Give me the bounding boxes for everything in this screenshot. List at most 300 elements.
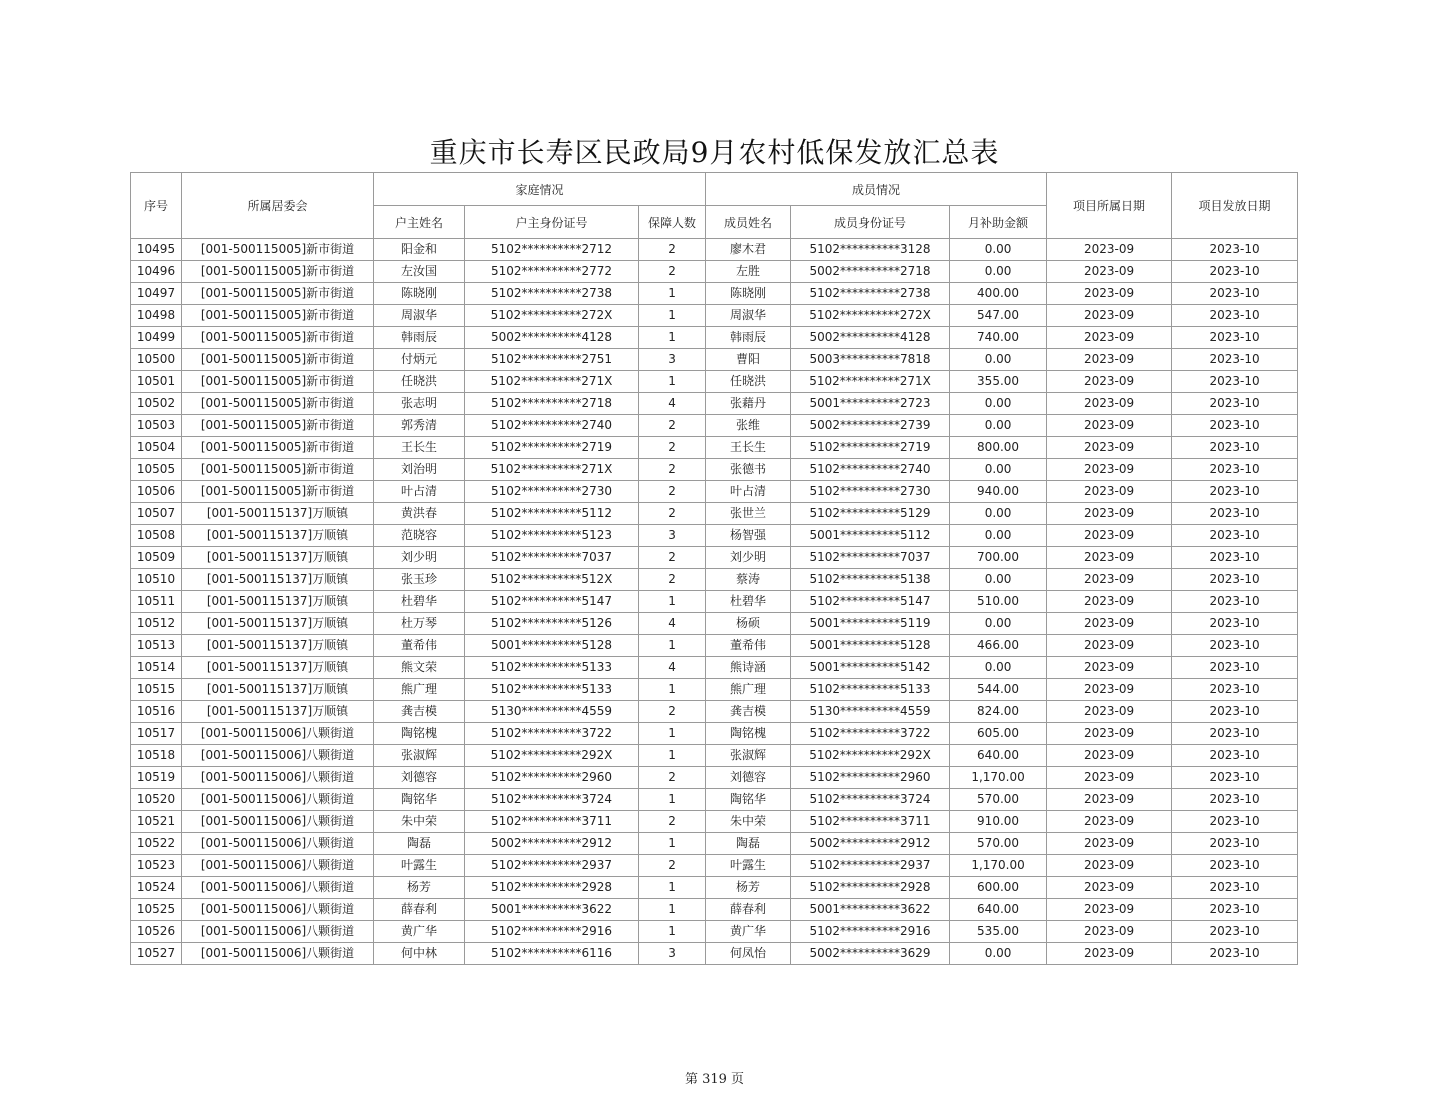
head-id-cell: 5102**********5126: [465, 613, 639, 635]
head-id-cell: 5102**********2928: [465, 877, 639, 899]
head-name-cell: 陶磊: [374, 833, 465, 855]
seq-cell: 10495: [131, 239, 182, 261]
project-date-cell: 2023-09: [1047, 745, 1172, 767]
project-date-cell: 2023-09: [1047, 481, 1172, 503]
guaranteed-count-cell: 1: [639, 921, 706, 943]
table-row: [131, 833, 1298, 855]
project-date-cell: 2023-09: [1047, 349, 1172, 371]
table-row: [131, 855, 1298, 877]
monthly-amount-cell: 940.00: [950, 481, 1047, 503]
head-name-cell: 叶露生: [374, 855, 465, 877]
seq-cell: 10526: [131, 921, 182, 943]
issue-date-cell: 2023-10: [1172, 877, 1298, 899]
member-id-cell: 5102**********2960: [791, 767, 950, 789]
seq-cell: 10504: [131, 437, 182, 459]
issue-date-cell: 2023-10: [1172, 503, 1298, 525]
head-name-cell: 朱中荣: [374, 811, 465, 833]
issue-date-cell: 2023-10: [1172, 525, 1298, 547]
member-name-cell: 左胜: [706, 261, 791, 283]
table-header: [131, 173, 1298, 239]
member-name-cell: 陶磊: [706, 833, 791, 855]
table-row: [131, 525, 1298, 547]
guaranteed-count-cell: 1: [639, 283, 706, 305]
guaranteed-count-cell: 1: [639, 789, 706, 811]
head-id-cell: 5102**********2738: [465, 283, 639, 305]
seq-cell: 10508: [131, 525, 182, 547]
member-id-cell: 5001**********5119: [791, 613, 950, 635]
head-id-cell: 5102**********2960: [465, 767, 639, 789]
table-row: [131, 459, 1298, 481]
committee-cell: [001-500115005]新市街道: [182, 415, 374, 437]
table-row: [131, 569, 1298, 591]
committee-cell: [001-500115006]八颗街道: [182, 921, 374, 943]
project-date-cell: 2023-09: [1047, 591, 1172, 613]
header-member-name: 成员姓名: [706, 206, 791, 239]
seq-cell: 10511: [131, 591, 182, 613]
member-id-cell: 5002**********2718: [791, 261, 950, 283]
project-date-cell: 2023-09: [1047, 811, 1172, 833]
member-name-cell: 周淑华: [706, 305, 791, 327]
seq-cell: 10517: [131, 723, 182, 745]
guaranteed-count-cell: 1: [639, 327, 706, 349]
member-name-cell: 张世兰: [706, 503, 791, 525]
guaranteed-count-cell: 2: [639, 459, 706, 481]
monthly-amount-cell: 544.00: [950, 679, 1047, 701]
table-row: [131, 393, 1298, 415]
monthly-amount-cell: 355.00: [950, 371, 1047, 393]
project-date-cell: 2023-09: [1047, 635, 1172, 657]
head-name-cell: 张玉珍: [374, 569, 465, 591]
guaranteed-count-cell: 2: [639, 811, 706, 833]
header-head-name: 户主姓名: [374, 206, 465, 239]
head-name-cell: 郭秀清: [374, 415, 465, 437]
seq-cell: 10502: [131, 393, 182, 415]
project-date-cell: 2023-09: [1047, 283, 1172, 305]
monthly-amount-cell: 547.00: [950, 305, 1047, 327]
member-id-cell: 5102**********2916: [791, 921, 950, 943]
head-id-cell: 5102**********2712: [465, 239, 639, 261]
issue-date-cell: 2023-10: [1172, 789, 1298, 811]
issue-date-cell: 2023-10: [1172, 393, 1298, 415]
committee-cell: [001-500115005]新市街道: [182, 283, 374, 305]
head-name-cell: 董希伟: [374, 635, 465, 657]
guaranteed-count-cell: 2: [639, 701, 706, 723]
header-head-id: 户主身份证号: [465, 206, 639, 239]
issue-date-cell: 2023-10: [1172, 371, 1298, 393]
table-row: [131, 679, 1298, 701]
head-name-cell: 黄洪春: [374, 503, 465, 525]
table-row: [131, 371, 1298, 393]
head-name-cell: 左汝国: [374, 261, 465, 283]
head-name-cell: 刘治明: [374, 459, 465, 481]
project-date-cell: 2023-09: [1047, 789, 1172, 811]
issue-date-cell: 2023-10: [1172, 635, 1298, 657]
head-name-cell: 阳金和: [374, 239, 465, 261]
member-id-cell: 5002**********2739: [791, 415, 950, 437]
monthly-amount-cell: 0.00: [950, 349, 1047, 371]
monthly-amount-cell: 466.00: [950, 635, 1047, 657]
committee-cell: [001-500115005]新市街道: [182, 261, 374, 283]
member-name-cell: 张维: [706, 415, 791, 437]
member-name-cell: 何凤怡: [706, 943, 791, 965]
head-id-cell: 5001**********5128: [465, 635, 639, 657]
issue-date-cell: 2023-10: [1172, 591, 1298, 613]
project-date-cell: 2023-09: [1047, 657, 1172, 679]
table-row: [131, 283, 1298, 305]
head-id-cell: 5102**********6116: [465, 943, 639, 965]
issue-date-cell: 2023-10: [1172, 613, 1298, 635]
table-row: [131, 591, 1298, 613]
member-name-cell: 朱中荣: [706, 811, 791, 833]
table-row: [131, 789, 1298, 811]
table-row: [131, 657, 1298, 679]
member-name-cell: 曹阳: [706, 349, 791, 371]
seq-cell: 10519: [131, 767, 182, 789]
project-date-cell: 2023-09: [1047, 877, 1172, 899]
committee-cell: [001-500115005]新市街道: [182, 459, 374, 481]
head-name-cell: 付炳元: [374, 349, 465, 371]
issue-date-cell: 2023-10: [1172, 481, 1298, 503]
project-date-cell: 2023-09: [1047, 679, 1172, 701]
committee-cell: [001-500115006]八颗街道: [182, 877, 374, 899]
member-id-cell: 5001**********3622: [791, 899, 950, 921]
issue-date-cell: 2023-10: [1172, 327, 1298, 349]
seq-cell: 10520: [131, 789, 182, 811]
head-id-cell: 5102**********512X: [465, 569, 639, 591]
seq-cell: 10497: [131, 283, 182, 305]
project-date-cell: 2023-09: [1047, 393, 1172, 415]
head-id-cell: 5102**********2719: [465, 437, 639, 459]
seq-cell: 10513: [131, 635, 182, 657]
monthly-amount-cell: 0.00: [950, 261, 1047, 283]
seq-cell: 10503: [131, 415, 182, 437]
head-id-cell: 5102**********3724: [465, 789, 639, 811]
issue-date-cell: 2023-10: [1172, 833, 1298, 855]
table-row: [131, 239, 1298, 261]
page-number: 第 319 页: [684, 1072, 745, 1087]
issue-date-cell: 2023-10: [1172, 921, 1298, 943]
project-date-cell: 2023-09: [1047, 855, 1172, 877]
head-id-cell: 5102**********2718: [465, 393, 639, 415]
member-id-cell: 5102**********272X: [791, 305, 950, 327]
guaranteed-count-cell: 2: [639, 437, 706, 459]
head-id-cell: 5001**********3622: [465, 899, 639, 921]
header-member-id: 成员身份证号: [791, 206, 950, 239]
issue-date-cell: 2023-10: [1172, 745, 1298, 767]
table-body: [131, 239, 1298, 965]
head-name-cell: 叶占清: [374, 481, 465, 503]
committee-cell: [001-500115137]万顺镇: [182, 679, 374, 701]
head-id-cell: 5102**********3722: [465, 723, 639, 745]
issue-date-cell: 2023-10: [1172, 305, 1298, 327]
committee-cell: [001-500115006]八颗街道: [182, 899, 374, 921]
committee-cell: [001-500115006]八颗街道: [182, 745, 374, 767]
member-name-cell: 董希伟: [706, 635, 791, 657]
seq-cell: 10527: [131, 943, 182, 965]
guaranteed-count-cell: 2: [639, 415, 706, 437]
head-id-cell: 5102**********2916: [465, 921, 639, 943]
seq-cell: 10505: [131, 459, 182, 481]
committee-cell: [001-500115006]八颗街道: [182, 789, 374, 811]
member-name-cell: 杨芳: [706, 877, 791, 899]
issue-date-cell: 2023-10: [1172, 547, 1298, 569]
member-id-cell: 5102**********271X: [791, 371, 950, 393]
guaranteed-count-cell: 1: [639, 877, 706, 899]
issue-date-cell: 2023-10: [1172, 261, 1298, 283]
project-date-cell: 2023-09: [1047, 701, 1172, 723]
guaranteed-count-cell: 1: [639, 305, 706, 327]
monthly-amount-cell: 0.00: [950, 415, 1047, 437]
member-name-cell: 张藉丹: [706, 393, 791, 415]
head-id-cell: 5102**********5112: [465, 503, 639, 525]
member-name-cell: 陈晓刚: [706, 283, 791, 305]
member-id-cell: 5002**********4128: [791, 327, 950, 349]
monthly-amount-cell: 1,170.00: [950, 767, 1047, 789]
head-name-cell: 陶铭华: [374, 789, 465, 811]
monthly-amount-cell: 0.00: [950, 525, 1047, 547]
monthly-amount-cell: 605.00: [950, 723, 1047, 745]
monthly-amount-cell: 0.00: [950, 239, 1047, 261]
head-id-cell: 5102**********2937: [465, 855, 639, 877]
head-id-cell: 5102**********2730: [465, 481, 639, 503]
guaranteed-count-cell: 3: [639, 525, 706, 547]
guaranteed-count-cell: 1: [639, 833, 706, 855]
member-name-cell: 廖木君: [706, 239, 791, 261]
monthly-amount-cell: 600.00: [950, 877, 1047, 899]
seq-cell: 10514: [131, 657, 182, 679]
table-row: [131, 723, 1298, 745]
head-id-cell: 5102**********2740: [465, 415, 639, 437]
guaranteed-count-cell: 2: [639, 569, 706, 591]
head-name-cell: 韩雨辰: [374, 327, 465, 349]
page-title: 重庆市长寿区民政局9月农村低保发放汇总表: [429, 136, 1000, 169]
project-date-cell: 2023-09: [1047, 569, 1172, 591]
member-name-cell: 任晓洪: [706, 371, 791, 393]
guaranteed-count-cell: 2: [639, 239, 706, 261]
member-id-cell: 5102**********2740: [791, 459, 950, 481]
table-row: [131, 327, 1298, 349]
head-name-cell: 杜万琴: [374, 613, 465, 635]
project-date-cell: 2023-09: [1047, 723, 1172, 745]
committee-cell: [001-500115006]八颗街道: [182, 855, 374, 877]
committee-cell: [001-500115005]新市街道: [182, 393, 374, 415]
project-date-cell: 2023-09: [1047, 459, 1172, 481]
monthly-amount-cell: 0.00: [950, 569, 1047, 591]
monthly-amount-cell: 0.00: [950, 657, 1047, 679]
member-name-cell: 张德书: [706, 459, 791, 481]
member-id-cell: 5102**********2928: [791, 877, 950, 899]
head-name-cell: 龚吉模: [374, 701, 465, 723]
member-id-cell: 5102**********5138: [791, 569, 950, 591]
seq-cell: 10501: [131, 371, 182, 393]
project-date-cell: 2023-09: [1047, 239, 1172, 261]
member-name-cell: 黄广华: [706, 921, 791, 943]
head-name-cell: 薛春利: [374, 899, 465, 921]
guaranteed-count-cell: 4: [639, 393, 706, 415]
header-issue-date: 项目发放日期: [1172, 173, 1298, 239]
issue-date-cell: 2023-10: [1172, 283, 1298, 305]
head-name-cell: 刘德容: [374, 767, 465, 789]
head-id-cell: 5102**********272X: [465, 305, 639, 327]
project-date-cell: 2023-09: [1047, 437, 1172, 459]
seq-cell: 10506: [131, 481, 182, 503]
member-id-cell: 5102**********5129: [791, 503, 950, 525]
seq-cell: 10509: [131, 547, 182, 569]
member-name-cell: 刘德容: [706, 767, 791, 789]
member-id-cell: 5102**********2719: [791, 437, 950, 459]
guaranteed-count-cell: 1: [639, 371, 706, 393]
project-date-cell: 2023-09: [1047, 613, 1172, 635]
member-name-cell: 张淑辉: [706, 745, 791, 767]
table-row: [131, 877, 1298, 899]
member-name-cell: 熊广理: [706, 679, 791, 701]
table-row: [131, 261, 1298, 283]
committee-cell: [001-500115005]新市街道: [182, 305, 374, 327]
seq-cell: 10496: [131, 261, 182, 283]
guaranteed-count-cell: 1: [639, 591, 706, 613]
monthly-amount-cell: 0.00: [950, 613, 1047, 635]
member-id-cell: 5002**********2912: [791, 833, 950, 855]
table-row: [131, 613, 1298, 635]
guaranteed-count-cell: 2: [639, 503, 706, 525]
head-name-cell: 杨芳: [374, 877, 465, 899]
seq-cell: 10521: [131, 811, 182, 833]
table-row: [131, 547, 1298, 569]
member-name-cell: 熊诗涵: [706, 657, 791, 679]
project-date-cell: 2023-09: [1047, 547, 1172, 569]
issue-date-cell: 2023-10: [1172, 569, 1298, 591]
member-name-cell: 叶占清: [706, 481, 791, 503]
project-date-cell: 2023-09: [1047, 833, 1172, 855]
head-id-cell: 5102**********7037: [465, 547, 639, 569]
seq-cell: 10518: [131, 745, 182, 767]
table-row: [131, 415, 1298, 437]
table-row: [131, 305, 1298, 327]
project-date-cell: 2023-09: [1047, 899, 1172, 921]
monthly-amount-cell: 910.00: [950, 811, 1047, 833]
member-id-cell: 5102**********3711: [791, 811, 950, 833]
monthly-amount-cell: 1,170.00: [950, 855, 1047, 877]
guaranteed-count-cell: 2: [639, 481, 706, 503]
issue-date-cell: 2023-10: [1172, 767, 1298, 789]
table-row: [131, 349, 1298, 371]
member-name-cell: 刘少明: [706, 547, 791, 569]
monthly-amount-cell: 800.00: [950, 437, 1047, 459]
guaranteed-count-cell: 4: [639, 657, 706, 679]
member-id-cell: 5001**********2723: [791, 393, 950, 415]
project-date-cell: 2023-09: [1047, 767, 1172, 789]
seq-cell: 10516: [131, 701, 182, 723]
committee-cell: [001-500115137]万顺镇: [182, 591, 374, 613]
member-id-cell: 5102**********2730: [791, 481, 950, 503]
committee-cell: [001-500115137]万顺镇: [182, 613, 374, 635]
head-id-cell: 5102**********271X: [465, 371, 639, 393]
project-date-cell: 2023-09: [1047, 921, 1172, 943]
committee-cell: [001-500115137]万顺镇: [182, 635, 374, 657]
head-id-cell: 5102**********5147: [465, 591, 639, 613]
guaranteed-count-cell: 1: [639, 899, 706, 921]
committee-cell: [001-500115006]八颗街道: [182, 723, 374, 745]
head-name-cell: 陶铭槐: [374, 723, 465, 745]
header-monthly-amount: 月补助金额: [950, 206, 1047, 239]
committee-cell: [001-500115006]八颗街道: [182, 767, 374, 789]
member-id-cell: 5130**********4559: [791, 701, 950, 723]
project-date-cell: 2023-09: [1047, 525, 1172, 547]
member-name-cell: 杜碧华: [706, 591, 791, 613]
committee-cell: [001-500115005]新市街道: [182, 349, 374, 371]
monthly-amount-cell: 640.00: [950, 745, 1047, 767]
guaranteed-count-cell: 1: [639, 745, 706, 767]
issue-date-cell: 2023-10: [1172, 943, 1298, 965]
table-row: [131, 437, 1298, 459]
head-id-cell: 5102**********5133: [465, 657, 639, 679]
seq-cell: 10522: [131, 833, 182, 855]
project-date-cell: 2023-09: [1047, 327, 1172, 349]
table-row: [131, 745, 1298, 767]
table-row: [131, 701, 1298, 723]
member-name-cell: 龚吉模: [706, 701, 791, 723]
member-id-cell: 5001**********5128: [791, 635, 950, 657]
member-id-cell: 5102**********2738: [791, 283, 950, 305]
issue-date-cell: 2023-10: [1172, 657, 1298, 679]
issue-date-cell: 2023-10: [1172, 899, 1298, 921]
committee-cell: [001-500115137]万顺镇: [182, 503, 374, 525]
committee-cell: [001-500115005]新市街道: [182, 327, 374, 349]
header-project-date: 项目所属日期: [1047, 173, 1172, 239]
head-name-cell: 黄广华: [374, 921, 465, 943]
summary-table: [130, 172, 1298, 965]
member-id-cell: 5102**********3128: [791, 239, 950, 261]
member-name-cell: 陶铭华: [706, 789, 791, 811]
monthly-amount-cell: 0.00: [950, 459, 1047, 481]
issue-date-cell: 2023-10: [1172, 239, 1298, 261]
member-id-cell: 5001**********5112: [791, 525, 950, 547]
seq-cell: 10512: [131, 613, 182, 635]
committee-cell: [001-500115005]新市街道: [182, 481, 374, 503]
committee-cell: [001-500115137]万顺镇: [182, 547, 374, 569]
monthly-amount-cell: 570.00: [950, 789, 1047, 811]
monthly-amount-cell: 400.00: [950, 283, 1047, 305]
table-row: [131, 503, 1298, 525]
monthly-amount-cell: 640.00: [950, 899, 1047, 921]
guaranteed-count-cell: 3: [639, 943, 706, 965]
issue-date-cell: 2023-10: [1172, 437, 1298, 459]
monthly-amount-cell: 740.00: [950, 327, 1047, 349]
head-name-cell: 陈晓刚: [374, 283, 465, 305]
table-row: [131, 811, 1298, 833]
member-id-cell: 5102**********3724: [791, 789, 950, 811]
issue-date-cell: 2023-10: [1172, 855, 1298, 877]
guaranteed-count-cell: 4: [639, 613, 706, 635]
monthly-amount-cell: 510.00: [950, 591, 1047, 613]
head-id-cell: 5102**********2772: [465, 261, 639, 283]
issue-date-cell: 2023-10: [1172, 701, 1298, 723]
head-id-cell: 5102**********271X: [465, 459, 639, 481]
head-name-cell: 杜碧华: [374, 591, 465, 613]
head-name-cell: 周淑华: [374, 305, 465, 327]
member-id-cell: 5102**********7037: [791, 547, 950, 569]
committee-cell: [001-500115137]万顺镇: [182, 525, 374, 547]
seq-cell: 10523: [131, 855, 182, 877]
table-row: [131, 921, 1298, 943]
guaranteed-count-cell: 2: [639, 767, 706, 789]
issue-date-cell: 2023-10: [1172, 415, 1298, 437]
guaranteed-count-cell: 3: [639, 349, 706, 371]
guaranteed-count-cell: 2: [639, 547, 706, 569]
committee-cell: [001-500115006]八颗街道: [182, 943, 374, 965]
head-name-cell: 范晓容: [374, 525, 465, 547]
member-name-cell: 蔡涛: [706, 569, 791, 591]
